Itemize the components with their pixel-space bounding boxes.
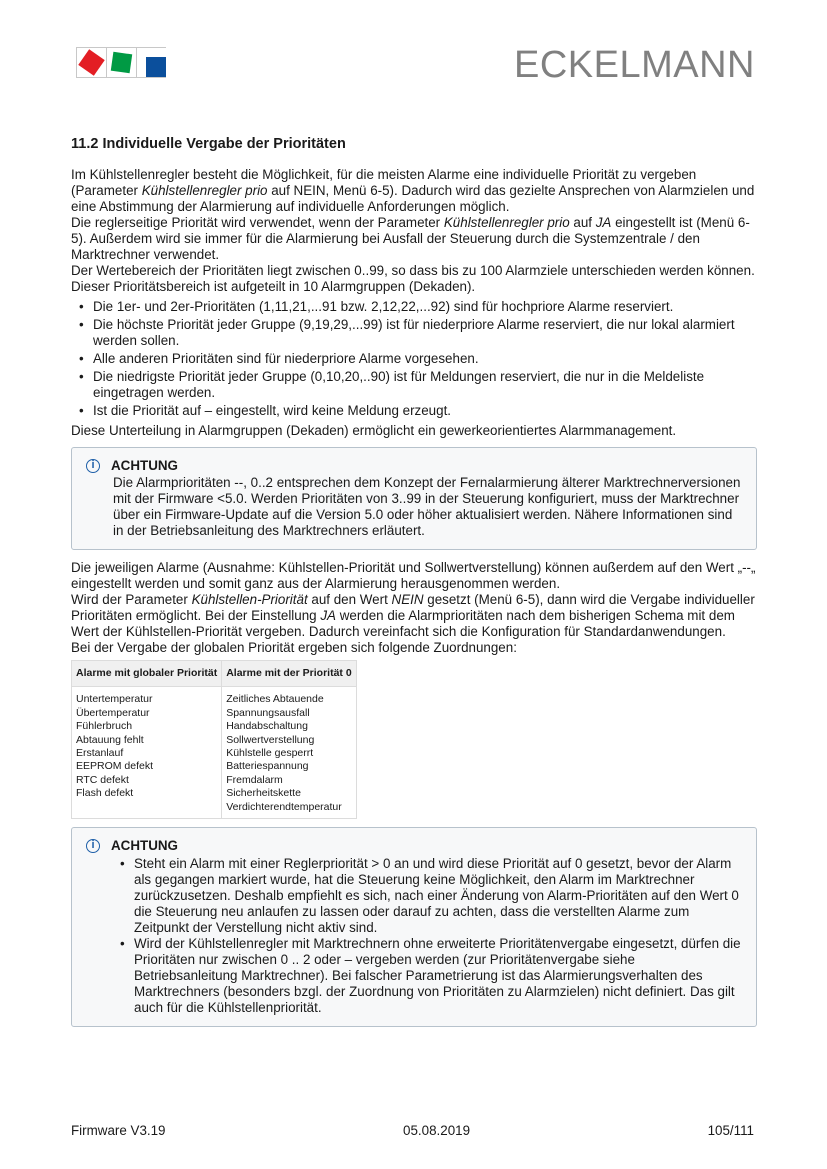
list-item: • Wird der Kühlstellenregler mit Marktrechnern ohne erweiterte Prioritätenvergabe eingesetzt, dürfen die Prioritäten nur zwischen 0 .. 2 oder – vergeben werden (zur Prioritätenvergabe siehe Betriebsanleitung Marktrechner). Bei falscher Parametrierung ist das Alarmierungsverhalten des Marktrechners (besonders bzgl. der Zuordnung von Prioritäten zu Alarmzielen) nicht definiert. Das gilt auch für die Kühlstellenpriorität. (134, 936, 742, 1016)
paragraph-intro: Im Kühlstellenregler besteht die Möglichkeit, für die meisten Alarme eine individuelle Priorität zu vergeben (Parameter Kühlstellenregler prio auf NEIN, Menü 6-5). Dadurch wird das gezielte Ansprechen von Alarmzielen und eine Abstimmung der Alarmierung auf individuelle Anforderungen möglich. (71, 167, 755, 214)
page-number: 105/111 (707, 1123, 754, 1138)
logo-cell-blue (136, 47, 166, 78)
paragraph-range: Der Wertebereich der Prioritäten liegt zwischen 0..99, so dass bis zu 100 Alarmziele unterschieden werden können. Dieser Prioritätsbereich ist aufgeteilt in 10 Alarmgruppen (Dekaden). (71, 263, 755, 294)
list-item: • Die 1er- und 2er-Prioritäten (1,11,21,...91 bzw. 2,12,22,...92) sind für hochpriore Alarme reserviert. (93, 299, 757, 315)
info-icon: i (86, 459, 100, 473)
page-content (71, 135, 757, 1037)
document-date: 05.08.2019 (403, 1123, 471, 1138)
list-item: • Die niedrigste Priorität jeder Gruppe (0,10,20,..90) ist für Meldungen reserviert, die nur in die Meldeliste eingetragen werden. (93, 369, 757, 401)
blue-square-icon (146, 57, 166, 77)
red-square-icon (78, 49, 104, 75)
brand-name: ECKELMANN (514, 44, 755, 86)
table-row (72, 687, 357, 819)
info-icon: i (86, 839, 100, 853)
table-cell-global: Untertemperatur Übertemperatur Fühlerbruch Abtauung fehlt Erstanlauf EEPROM defekt RTC defekt Flash defekt (72, 687, 222, 819)
priority-list (71, 299, 757, 419)
note-title: ACHTUNG (111, 458, 178, 473)
warning-note-1 (71, 447, 757, 550)
note-title: ACHTUNG (111, 838, 178, 854)
list-item: • Alle anderen Prioritäten sind für niederpriore Alarme vorgesehen. (93, 351, 757, 367)
list-item: • Ist die Priorität auf – eingestellt, wird keine Meldung erzeugt. (93, 403, 757, 419)
logo-cell-red (76, 47, 107, 78)
warning-note-2 (71, 827, 757, 1027)
list-item: • Steht ein Alarm mit einer Reglerpriorität > 0 an und wird diese Priorität auf 0 gesetzt, bevor der Alarm als gegangen markiert wurde, hat die Steuerung keine Möglichkeit, den Alarm im Marktrechner zurückzusetzen. Deshalb empfiehlt es sich, nach einer Änderung von Alarm-Prioritäten auf den Wert 0 die Steuerung neu anlaufen zu lassen oder darauf zu achten, dass die verstellten Alarme zum Zeitpunkt der Verstellung nicht aktiv sind. (134, 856, 742, 936)
paragraph-summary: Diese Unterteilung in Alarmgruppen (Dekaden) ermöglicht ein gewerkeorientiertes Alarmmanagement. (71, 423, 677, 438)
paragraph-regler: Die reglerseitige Priorität wird verwendet, wenn der Parameter Kühlstellenregler prio auf JA eingestellt ist (Menü 6-5). Außerdem wird sie immer für die Alarmierung bei Ausfall der Steuerung durch die Systemzentrale / den Marktrechner verwendet. (71, 215, 750, 262)
list-item: • Die höchste Priorität jeder Gruppe (9,19,29,...99) ist für niederpriore Alarme reserviert, die nur lokal alarmiert werden sollen. (93, 317, 757, 349)
note-text: Die Alarmprioritäten --, 0..2 entsprechen dem Konzept der Fernalarmierung älterer Marktrechnerversionen mit der Firmware <5.0. Werden Prioritäten von 3..99 in der Steuerung konfiguriert, muss der Marktrechner über ein Firmware-Update auf die Version 5.0 oder höher aktualisiert werden. Nähere Informationen sind in der Betriebsanleitung des Marktrechners erläutert. (113, 475, 741, 538)
paragraph-table-intro: Bei der Vergabe der globalen Priorität ergeben sich folgende Zuordnungen: (71, 640, 517, 655)
table-cell-zero: Zeitliches Abtauende Spannungsausfall Handabschaltung Sollwertverstellung Kühlstelle gesperrt Batteriespannung Fremdalarm Sicherheitskette Verdichterendtemperatur (222, 687, 356, 819)
section-title: 11.2 Individuelle Vergabe der Prioritäten (71, 136, 346, 152)
company-logo (76, 47, 165, 78)
paragraph-exclusion: Die jeweiligen Alarme (Ausnahme: Kühlstellen-Priorität und Sollwertverstellung) können außerdem auf den Wert „--„ eingestellt werden und somit ganz aus der Alarmierung herausgenommen werden. (71, 560, 756, 591)
paragraph-parameter: Wird der Parameter Kühlstellen-Priorität auf den Wert NEIN gesetzt (Menü 6-5), dann wird die Vergabe individueller Prioritäten ermöglicht. Bei der Einstellung JA werden die Alarmprioritäten nach dem bisherigen Schema mit dem Wert der Kühlstellen-Priorität vergeben. Dadurch vereinfacht sich die Konfiguration für Standardanwendungen. (71, 592, 755, 639)
table-header: Alarme mit der Priorität 0 (222, 661, 356, 687)
page-footer (71, 1123, 754, 1138)
firmware-version: Firmware V3.19 (71, 1123, 166, 1138)
priority-table (71, 660, 357, 819)
green-square-icon (111, 52, 132, 73)
note-list (86, 856, 742, 1016)
logo-cell-green (106, 47, 137, 78)
table-header: Alarme mit globaler Priorität (72, 661, 222, 687)
